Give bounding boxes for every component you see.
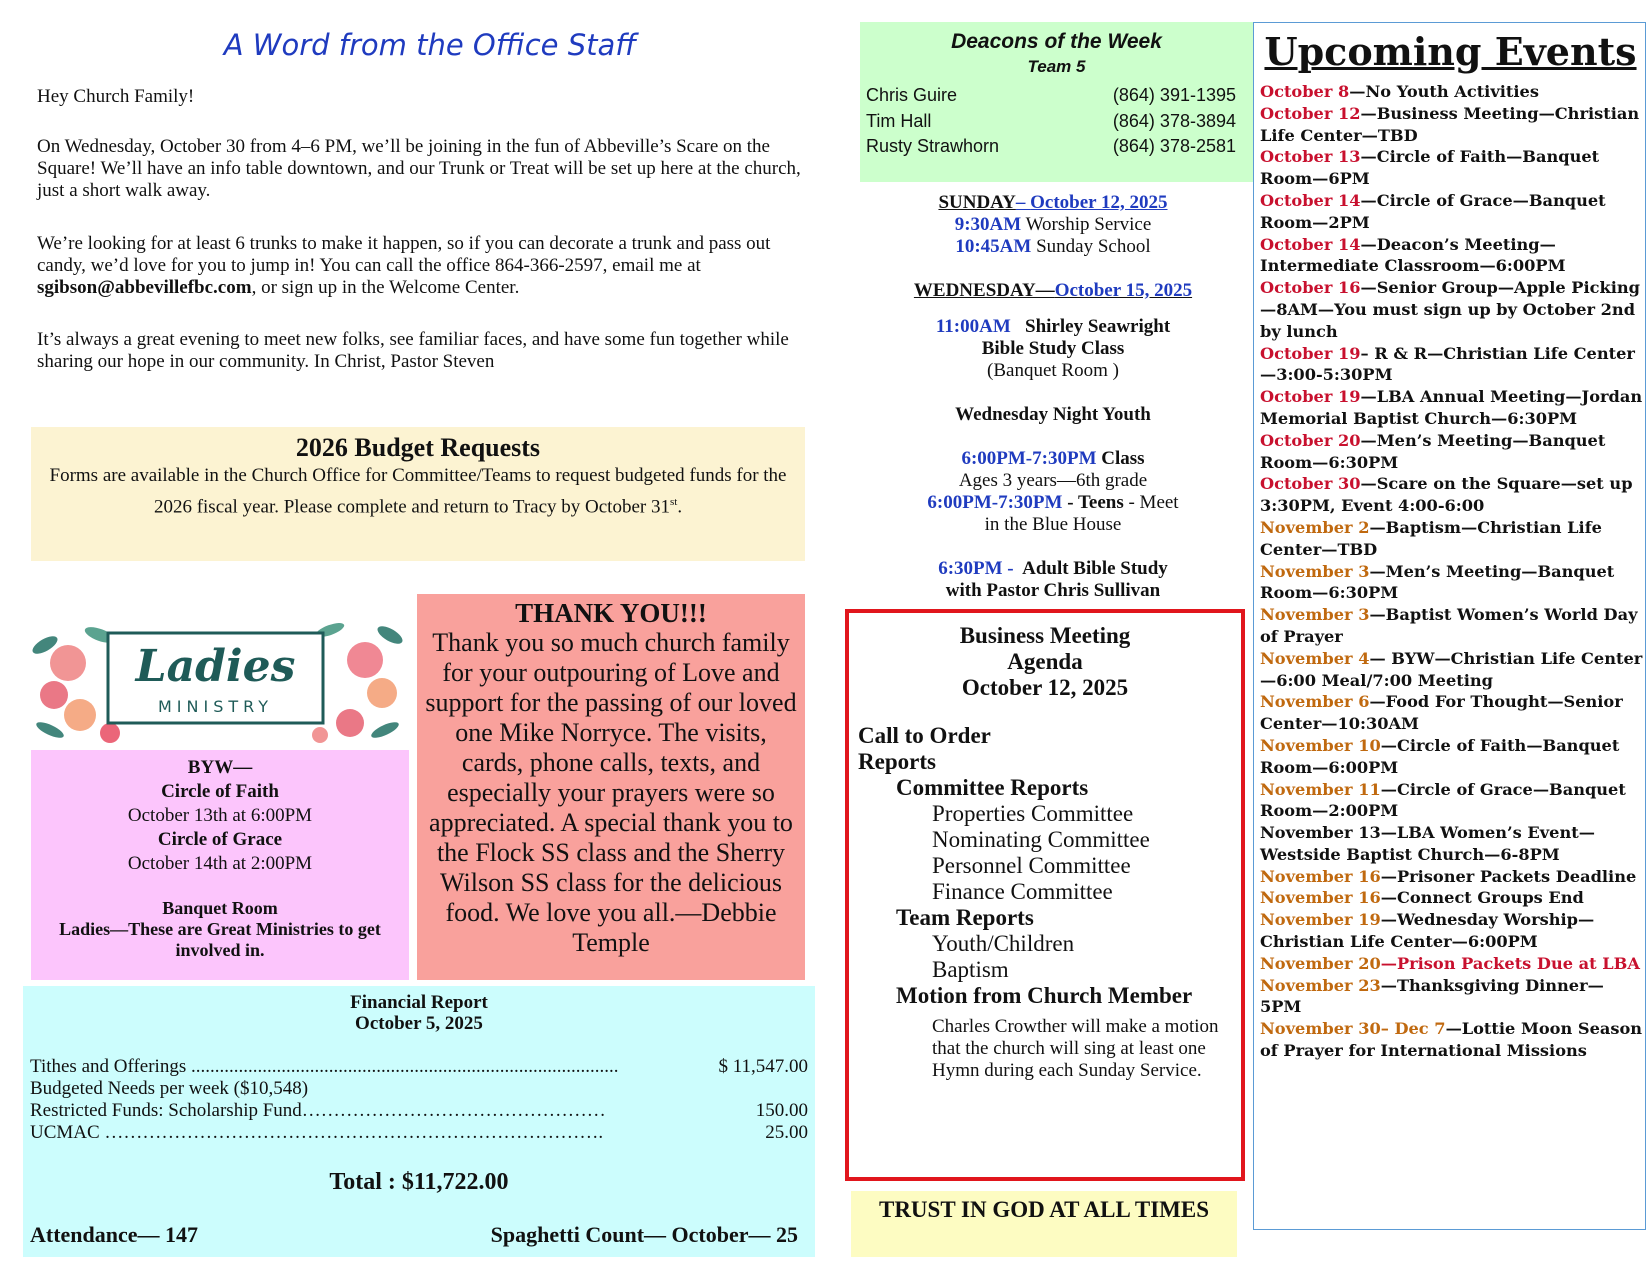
wednesday-time-3: 6:00PM-7:30PM: [927, 492, 1063, 513]
financial-row: [30, 1056, 808, 1078]
deacon-phone: (864) 378-3894: [1112, 111, 1236, 131]
event-date: November 16: [1260, 888, 1381, 908]
business-meeting-title: Business Meeting: [959, 623, 1131, 648]
event-date: November 4: [1260, 648, 1370, 668]
event-text: —Circle of Grace—Banquet Room—2:00PM: [1260, 779, 1626, 821]
greeting: Hey Church Family!: [37, 86, 195, 107]
financial-row-amount: 150.00: [755, 1100, 808, 1121]
event-item: [1260, 146, 1645, 190]
deacon-name: Tim Hall: [866, 111, 932, 131]
logo-subtitle: MINISTRY: [157, 697, 273, 716]
sunday-time-1: 9:30AM: [954, 214, 1022, 235]
wednesday-event-4: Adult Bible Study: [1018, 558, 1168, 579]
agenda-item: Nominating Committee: [932, 827, 1150, 852]
event-text: —LBA Annual Meeting—Jordan Memorial Baptist Church—6:30PM: [1260, 387, 1643, 428]
event-date: November 30– Dec 7: [1260, 1019, 1446, 1039]
agenda-motion-text: Charles Crowther will make a motion that the church will sing at least one Hymn during each Sunday Service.: [932, 1016, 1219, 1081]
financial-title-text: Financial Report: [350, 992, 488, 1013]
banquet-room: Banquet Room: [162, 898, 278, 918]
agenda-item: Properties Committee: [932, 801, 1134, 826]
agenda-team-reports: Team Reports: [896, 905, 1034, 930]
event-item: [1260, 909, 1645, 953]
event-text: November 13—LBA Women’s Event—Westside Baptist Church—6-8PM: [1260, 823, 1595, 864]
sunday-time-2: 10:45AM: [955, 236, 1032, 257]
wednesday-date: October 15, 2025: [1054, 280, 1193, 301]
budget-title: 2026 Budget Requests: [295, 433, 541, 462]
event-item: [1260, 975, 1645, 1019]
deacon-phone: (864) 391-1395: [1112, 85, 1236, 105]
office-paragraph-1: On Wednesday, October 30 from 4–6 PM, we’ll be joining in the fun of Abbeville’s Scare on the Square! We’ll have an info table downtown, and our Trunk or Treat will be set up here at the church, just a short walk away.: [37, 136, 801, 201]
wednesday-event-1-room: (Banquet Room ): [987, 360, 1119, 381]
event-date: October 30: [1260, 474, 1361, 494]
attendance: Attendance— 147: [30, 1222, 199, 1247]
event-text: —Wednesday Worship—Christian Life Center—6:00PM: [1260, 910, 1595, 952]
office-staff-title: A Word from the Office Staff: [223, 28, 637, 62]
budget-requests-box: [31, 427, 805, 561]
financial-row: [30, 1100, 808, 1122]
deacon-phone: (864) 378-2581: [1112, 136, 1236, 156]
event-item: [1260, 953, 1645, 975]
event-item: [1260, 234, 1645, 278]
financial-total: Total : $11,722.00: [329, 1169, 509, 1195]
event-date: October 13: [1260, 147, 1361, 167]
event-date: October 16: [1260, 278, 1361, 298]
event-item: [1260, 604, 1645, 648]
wednesday-event-2: Class: [1096, 448, 1145, 469]
wednesday-event-3: - Teens: [1062, 492, 1124, 513]
office-paragraph-3: It’s always a great evening to meet new folks, see familiar faces, and have some fun together while sharing our hope in our community. In Christ, Pastor Steven: [37, 329, 789, 372]
event-date: October 12: [1260, 103, 1361, 123]
event-item: [1260, 822, 1645, 866]
event-text: —Food For Thought—Senior Center—10:30AM: [1260, 692, 1623, 734]
event-text: —Business Meeting—Christian Life Center—TBD: [1260, 103, 1640, 145]
event-date: October 8: [1260, 82, 1350, 101]
business-meeting-box: [845, 609, 1245, 1181]
business-meeting-header: [849, 623, 1241, 701]
financial-row: [30, 1122, 808, 1144]
budget-period: .: [677, 496, 683, 518]
financial-row-amount: $ 11,547.00: [718, 1056, 808, 1077]
event-item: [1260, 866, 1645, 888]
event-text: —Deacon’s Meeting—Intermediate Classroom—6:00PM: [1260, 234, 1566, 276]
event-item: [1260, 691, 1645, 735]
sunday-schedule: [863, 192, 1243, 258]
event-text: —Men’s Meeting—Banquet Room—6:30PM: [1260, 430, 1606, 472]
wednesday-time-1: 11:00AM: [935, 316, 1011, 337]
thank-you-title: THANK YOU!!!: [515, 598, 707, 628]
thank-you-text: Thank you so much church family for your outpouring of Love and support for the passing of our loved one Mike Norryce. The visits, cards, phone calls, texts, and especially your prayers were so appreciated. A special thank you to the Flock SS class and the Sherry Wilson SS class for the delicious food. We love you all.—Debbie Temple: [425, 628, 797, 957]
wednesday-schedule: [863, 280, 1243, 602]
wednesday-event-2-ages: Ages 3 years—6th grade: [958, 470, 1148, 491]
event-item: [1260, 473, 1645, 517]
wednesday-event-1-class: Bible Study Class: [981, 338, 1125, 359]
financial-date: October 5, 2025: [355, 1013, 483, 1034]
event-date: October 19: [1260, 343, 1361, 363]
event-date: November 20: [1260, 953, 1381, 973]
deacon-name: Chris Guire: [866, 85, 958, 105]
financial-title: [23, 992, 815, 1034]
budget-body: Forms are available in the Church Office for Committee/Teams to request budgeted funds for the 2026 fiscal year. Please complete and return to Tracy by October 31: [49, 465, 787, 518]
thank-you-box: [417, 594, 805, 980]
sunday-label: SUNDAY: [938, 192, 1016, 213]
ladies-note: Ladies—These are Great Ministries to get involved in.: [59, 919, 381, 960]
event-text-highlight: —Prison Packets Due at LBA: [1380, 953, 1640, 973]
financial-row-label: Tithes and Offerings ..........................................................................................: [30, 1056, 619, 1077]
circle-of-faith: Circle of Faith: [161, 781, 279, 802]
agenda-reports: Reports: [858, 749, 936, 774]
event-item: [1260, 1018, 1645, 1062]
event-item: [1260, 779, 1645, 823]
deacons-title: Deacons of the Week: [951, 30, 1162, 53]
event-text: —Prisoner Packets Deadline: [1380, 866, 1637, 886]
event-text: – R & R—Christian Life Center—3:00-5:30PM: [1260, 343, 1635, 385]
event-item: [1260, 887, 1645, 909]
event-date: October 19: [1260, 387, 1361, 407]
event-item: [1260, 517, 1645, 561]
wednesday-youth: Wednesday Night Youth: [955, 404, 1151, 425]
event-text: —Circle of Faith—Banquet Room—6:00PM: [1260, 735, 1620, 777]
event-text: —Senior Group—Apple Picking—8AM—You must sign up by October 2nd by lunch: [1260, 278, 1640, 341]
agenda-call-to-order: Call to Order: [858, 723, 991, 748]
upcoming-events-list: [1260, 81, 1645, 1062]
logo-word: Ladies: [135, 641, 296, 692]
event-item: [1260, 103, 1645, 147]
event-text: —Thanksgiving Dinner—5PM: [1260, 975, 1604, 1017]
budget-text: [31, 463, 805, 520]
event-text: — BYW—Christian Life Center—6:00 Meal/7:00 Meeting: [1260, 648, 1643, 690]
agenda-item: Finance Committee: [932, 879, 1113, 904]
event-date: October 14: [1260, 190, 1361, 210]
upcoming-events-title: Upcoming Events: [1264, 29, 1637, 74]
deacon-row: [866, 85, 1236, 109]
event-date: November 6: [1260, 692, 1370, 712]
spaghetti-count: Spaghetti Count— October— 25: [490, 1222, 798, 1247]
office-paragraph-2-end: , or sign up in the Welcome Center.: [251, 277, 520, 298]
deacon-row: [866, 136, 1236, 160]
agenda-item: Youth/Children: [932, 931, 1075, 956]
financial-report-box: [23, 986, 815, 1257]
financial-row: [30, 1078, 808, 1100]
financial-row-label: Budgeted Needs per week ($10,548): [30, 1078, 309, 1099]
event-date: November 2: [1260, 517, 1370, 537]
sunday-event-1: Worship Service: [1021, 214, 1152, 235]
event-item: [1260, 343, 1645, 387]
trust-banner: TRUST IN GOD AT ALL TIMES: [851, 1191, 1237, 1257]
office-email-link[interactable]: sgibson@abbevillefbc.com: [37, 277, 252, 298]
event-item: [1260, 735, 1645, 779]
agenda-committee-reports: Committee Reports: [896, 775, 1089, 800]
event-date: November 11: [1260, 779, 1381, 799]
agenda-motion: Motion from Church Member: [896, 983, 1193, 1008]
sunday-dash: –: [1015, 192, 1031, 213]
financial-row-label: Restricted Funds: Scholarship Fund…………………………………………: [30, 1100, 606, 1121]
byw-box: [31, 750, 409, 980]
event-date: October 14: [1260, 234, 1361, 254]
event-date: October 20: [1260, 430, 1361, 450]
office-paragraph-2: [37, 233, 807, 299]
wednesday-event-1: Shirley Seawright: [1010, 316, 1171, 337]
event-text: —Men’s Meeting—Banquet Room—6:30PM: [1260, 561, 1615, 603]
deacons-team: Team 5: [1027, 57, 1086, 76]
event-item: [1260, 190, 1645, 234]
event-text: —Circle of Faith—Banquet Room—6PM: [1260, 147, 1600, 189]
wednesday-label: WEDNESDAY—: [913, 280, 1055, 301]
event-text: —Lottie Moon Season of Prayer for International Missions: [1260, 1019, 1643, 1061]
circle-of-grace: Circle of Grace: [157, 829, 283, 850]
byw-label: BYW—: [187, 757, 253, 778]
event-date: November 3: [1260, 561, 1370, 581]
event-text: —Baptism—Christian Life Center—TBD: [1260, 517, 1602, 559]
deacons-box: [860, 22, 1253, 182]
event-item: [1260, 277, 1645, 342]
event-text: —Connect Groups End: [1380, 888, 1584, 908]
agenda-item: Baptism: [932, 957, 1009, 982]
event-date: November 23: [1260, 975, 1381, 995]
circle-of-faith-time: October 13th at 6:00PM: [127, 805, 313, 826]
ladies-ministry-logo: [30, 605, 405, 750]
sunday-date: October 12, 2025: [1030, 192, 1168, 213]
deacon-row: [866, 111, 1236, 135]
financial-row-amount: 25.00: [765, 1122, 808, 1143]
wednesday-event-4-leader: with Pastor Chris Sullivan: [945, 580, 1161, 601]
event-item: [1260, 81, 1645, 103]
event-date: November 10: [1260, 735, 1381, 755]
wednesday-event-3-meet: - Meet: [1123, 492, 1179, 513]
financial-row-label: UCMAC …………………………………………………………………….: [30, 1122, 604, 1143]
event-text: —No Youth Activities: [1349, 82, 1539, 101]
wednesday-event-3-place: in the Blue House: [984, 514, 1122, 535]
event-item: [1260, 561, 1645, 605]
event-text: —Circle of Grace—Banquet Room—2PM: [1260, 190, 1606, 232]
event-text: —Scare on the Square—set up 3:30PM, Event 4:00-6:00: [1260, 474, 1633, 516]
budget-superscript: st: [669, 496, 678, 508]
circle-of-grace-time: October 14th at 2:00PM: [127, 853, 313, 874]
event-item: [1260, 386, 1645, 430]
business-meeting-date: October 12, 2025: [961, 675, 1129, 700]
wednesday-time-4: 6:30PM -: [938, 558, 1019, 579]
business-agenda-label: Agenda: [1007, 649, 1083, 674]
event-item: [1260, 648, 1645, 692]
wednesday-time-2: 6:00PM-7:30PM: [961, 448, 1097, 469]
event-date: November 19: [1260, 910, 1381, 930]
office-paragraph-2-start: We’re looking for at least 6 trunks to make it happen, so if you can decorate a trunk and pass out candy, we’d love for you to jump in! You can call the office 864-366-2597, email me at: [37, 233, 771, 276]
event-date: November 16: [1260, 866, 1381, 886]
deacon-name: Rusty Strawhorn: [866, 136, 1000, 156]
event-item: [1260, 430, 1645, 474]
sunday-event-2: Sunday School: [1031, 236, 1151, 257]
event-text: —Baptist Women’s World Day of Prayer: [1260, 605, 1638, 646]
event-date: November 3: [1260, 605, 1370, 625]
agenda-item: Personnel Committee: [932, 853, 1131, 878]
upcoming-events-box: [1253, 22, 1646, 1230]
